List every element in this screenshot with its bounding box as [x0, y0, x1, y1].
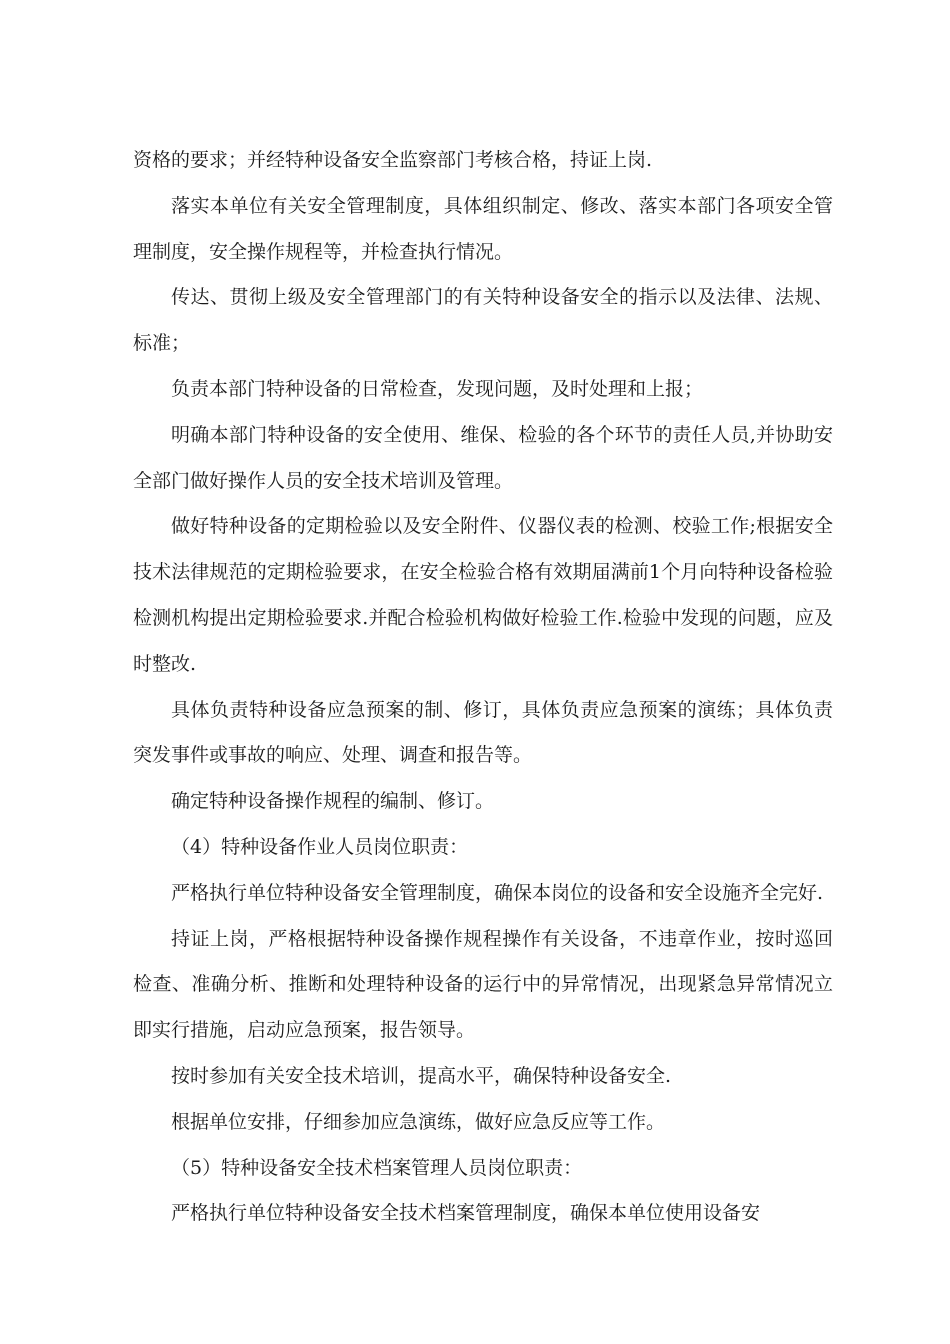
- paragraph-11: 持证上岗，严格根据特种设备操作规程操作有关设备，不违章作业，按时巡回检查、准确分析、推断和处理特种设备的运行中的异常情况，出现紧急异常情况立即实行措施，启动应急预案，报告领导。: [133, 927, 833, 1042]
- paragraph-10: 严格执行单位特种设备安全管理制度，确保本岗位的设备和安全设施齐全完好.: [171, 881, 824, 904]
- paragraph-3: 传达、贯彻上级及安全管理部门的有关特种设备安全的指示以及法律、法规、标准；: [133, 286, 833, 355]
- paragraph-4: 负责本部门特种设备的日常检查，发现问题，及时处理和上报；: [171, 377, 704, 400]
- paragraph-15: 严格执行单位特种设备安全技术档案管理制度，确保本单位使用设备安: [171, 1202, 761, 1225]
- section-heading-4: （4）特种设备作业人员岗位职责：: [171, 835, 469, 858]
- paragraph-5: 明确本部门特种设备的安全使用、维保、检验的各个环节的责任人员,并协助安全部门做好操作人员的安全技术培训及管理。: [133, 423, 833, 492]
- paragraph-2: 落实本单位有关安全管理制度，具体组织制定、修改、落实本部门各项安全管理制度，安全操作规程等，并检查执行情况。: [133, 194, 833, 263]
- paragraph-1: 资格的要求；并经特种设备安全监察部门考核合格，持证上岗.: [133, 149, 653, 171]
- paragraph-12: 按时参加有关安全技术培训，提高水平，确保特种设备安全.: [171, 1064, 672, 1087]
- section-heading-5: （5）特种设备安全技术档案管理人员岗位职责：: [171, 1156, 583, 1179]
- paragraph-13: 根据单位安排，仔细参加应急演练，做好应急反应等工作。: [171, 1110, 666, 1133]
- paragraph-6: 做好特种设备的定期检验以及安全附件、仪器仪表的检测、校验工作;根据安全技术法律规范的定期检验要求，在安全检验合格有效期届满前1个月向特种设备检验检测机构提出定期检验要求.并配合检验机构做好检验工作.检验中发现的问题，应及时整改.: [133, 515, 833, 675]
- paragraph-8: 确定特种设备操作规程的编制、修订。: [171, 790, 495, 813]
- document-body: [133, 138, 833, 1237]
- paragraph-7: 具体负责特种设备应急预案的制、修订，具体负责应急预案的演练；具体负责突发事件或事故的响应、处理、调查和报告等。: [133, 698, 833, 767]
